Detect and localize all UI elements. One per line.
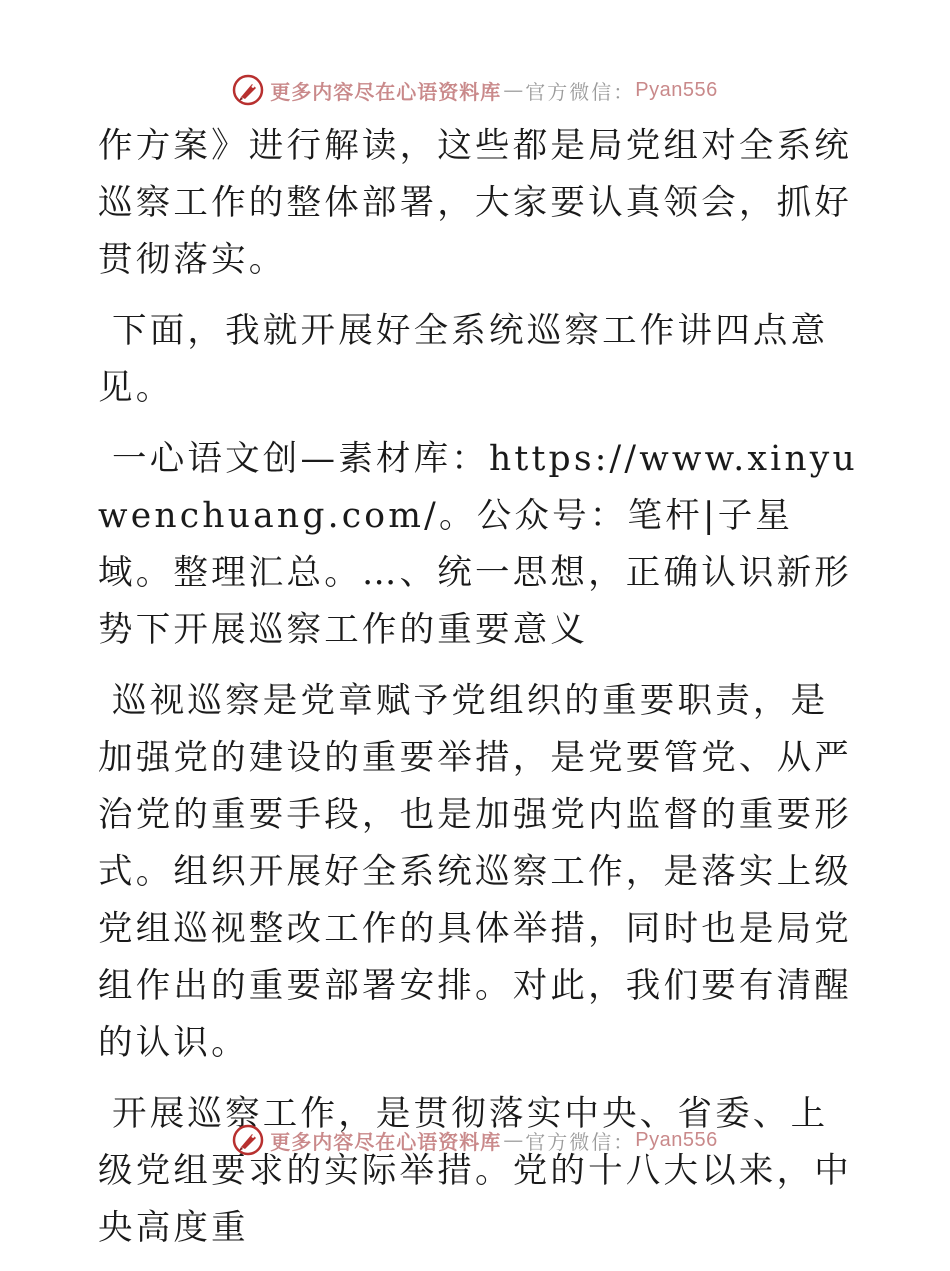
document-body [98,118,858,1271]
paragraph-5: 开展巡察工作，是贯彻落实中央、省委、上级党组要求的实际举措。党的十八大以来，中央高度重 [98,1094,852,1248]
watermark-wechat-label: 官方微信： [525,1129,636,1154]
paragraph-3: 一心语文创—素材库：https://www.xinyuwenchuang.com/。公众号：笔杆|子星域。整理汇总。…、统一思想，正确认识新形势下开展巡察工作的重要意义 [98,439,858,650]
pen-nib-logo-icon [232,74,264,106]
paragraph-4: 巡视巡察是党章赋予党组织的重要职责，是加强党的建设的重要举措，是党要管党、从严治党的重要手段，也是加强党内监督的重要形式。组织开展好全系统巡察工作，是落实上级党组巡视整改工作的具体举措，同时也是局党组作出的重要部署安排。对此，我们要有清醒的认识。 [98,681,852,1063]
watermark-main-text: 更多内容尽在心语资料库 [270,79,502,104]
paragraph-1: 作方案》进行解读，这些都是局党组对全系统巡察工作的整体部署，大家要认真领会，抓好贯彻落实。 [98,126,852,280]
watermark-dash: — [503,1128,524,1152]
watermark-wechat-id: Pyan556 [635,78,718,101]
pen-nib-logo-icon [232,1124,264,1156]
header-watermark-banner [0,70,950,110]
paragraph-2: 下面，我就开展好全系统巡察工作讲四点意见。 [98,311,829,408]
footer-watermark-banner [0,1120,950,1160]
watermark-main-text: 更多内容尽在心语资料库 [270,1129,502,1154]
watermark-dash: — [503,78,524,102]
watermark-wechat-id: Pyan556 [635,1128,718,1151]
watermark-wechat-label: 官方微信： [525,79,636,104]
